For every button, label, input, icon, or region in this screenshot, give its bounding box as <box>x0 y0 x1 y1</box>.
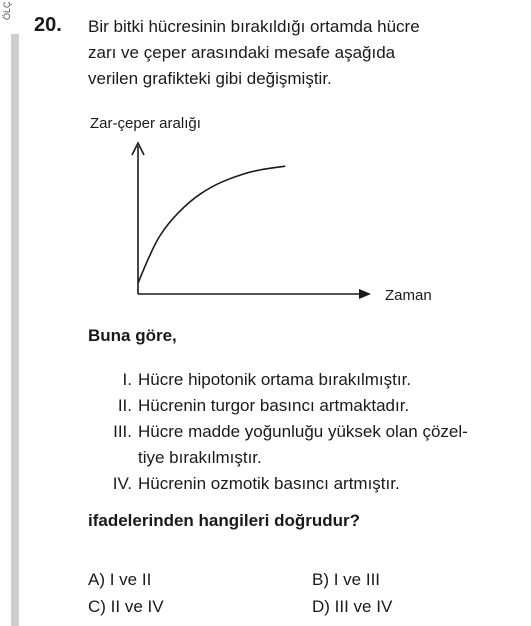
statement-item <box>88 471 528 497</box>
y-axis-label: Zar-çeper aralığı <box>90 115 201 132</box>
statement-text: Hücre madde yoğunluğu yüksek olan çözel- <box>138 422 468 441</box>
statement-list <box>88 367 528 497</box>
statement-number: II. <box>117 396 132 415</box>
margin-label: ÖLÇ <box>2 1 12 20</box>
statement-number: III. <box>113 422 132 441</box>
stem-line: Bir bitki hücresinin bırakıldığı ortamda hücre <box>88 17 420 36</box>
x-axis-label: Zaman <box>385 287 432 304</box>
data-curve <box>138 166 285 283</box>
statement-continuation: tiye bırakılmıştır. <box>138 448 262 467</box>
question-number: 20. <box>34 14 62 36</box>
distance-time-graph <box>80 108 460 308</box>
statement-item <box>88 419 528 445</box>
statement-text: Hücrenin turgor basıncı artmaktadır. <box>138 396 410 415</box>
option-d[interactable]: D) III ve IV <box>312 597 393 616</box>
statement-number: I. <box>122 370 132 389</box>
question-lead: Buna göre, <box>88 326 177 345</box>
statement-number: IV. <box>112 474 132 493</box>
margin-bar <box>11 34 19 626</box>
option-b[interactable]: B) I ve III <box>312 570 381 589</box>
stem-line: zarı ve çeper arasındaki mesafe aşağıda <box>88 43 396 62</box>
question-stem <box>88 14 518 92</box>
statement-text: Hücre hipotonik ortama bırakılmıştır. <box>138 370 412 389</box>
question-prompt: ifadelerinden hangileri doğrudur? <box>88 511 361 530</box>
x-axis-arrow-icon <box>359 289 371 299</box>
stem-line: verilen grafikteki gibi değişmiştir. <box>88 69 332 88</box>
statement-text: Hücrenin ozmotik basıncı artmıştır. <box>138 474 400 493</box>
option-c[interactable]: C) II ve IV <box>88 597 164 616</box>
statement-item <box>88 367 528 393</box>
statement-item <box>88 393 528 419</box>
option-a[interactable]: A) I ve II <box>88 570 152 589</box>
